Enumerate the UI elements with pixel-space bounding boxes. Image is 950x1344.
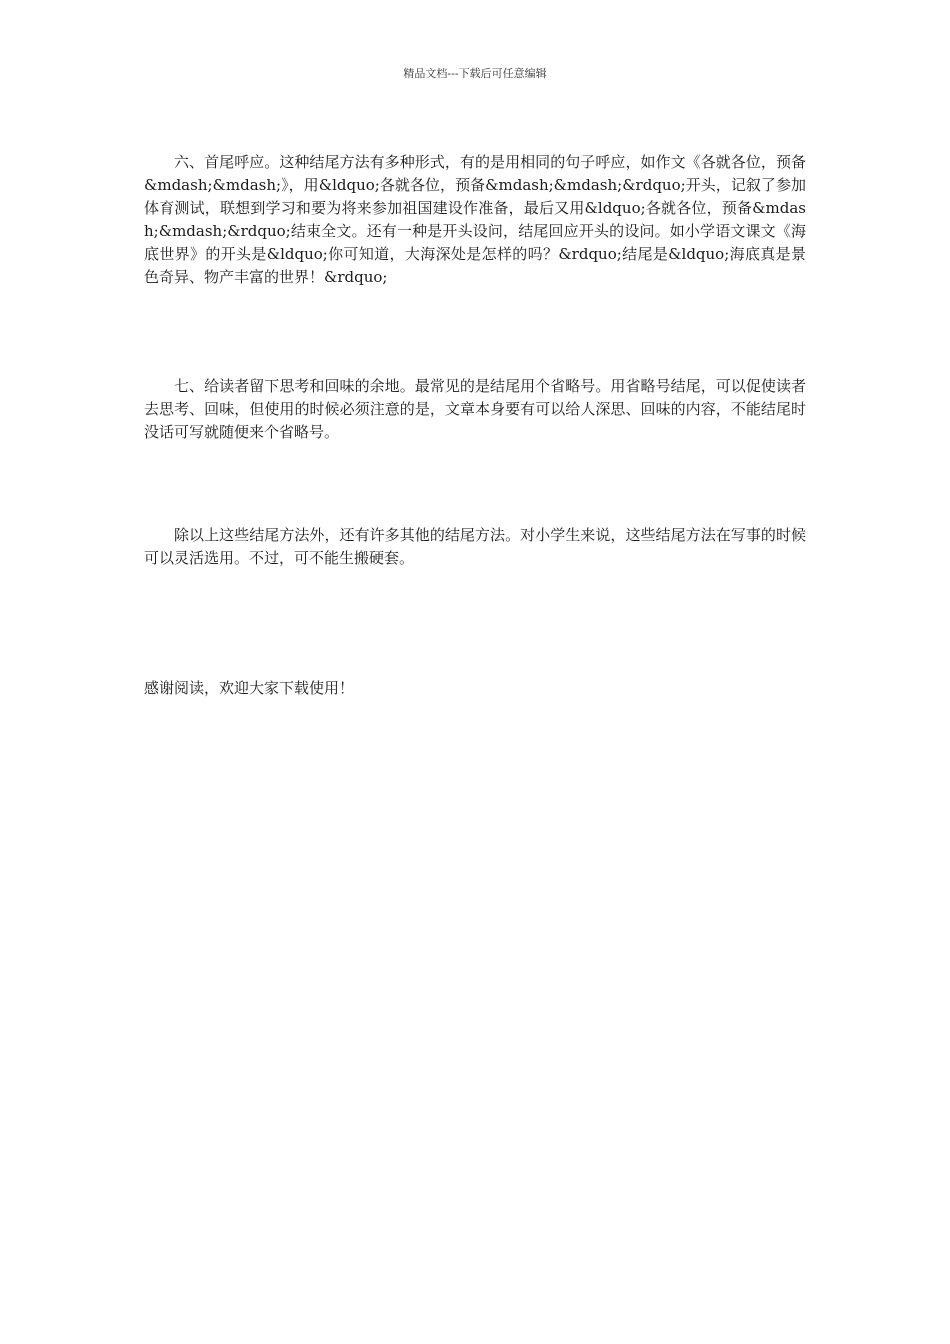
closing-thanks: 感谢阅读，欢迎大家下载使用！ [144, 679, 355, 697]
paragraph-other-methods: 除以上这些结尾方法外，还有许多其他的结尾方法。对小学生来说，这些结尾方法在写事的时候可以灵活选用。不过，可不能生搬硬套。 [144, 526, 806, 567]
page-header: 精品文档---下载后可任意编辑 [403, 67, 547, 80]
paragraph-echo-ending: 六、首尾呼应。这种结尾方法有多种形式，有的是用相同的句子呼应，如作文《各就各位，预备&mdash;&mdash;》，用&ldquo;各就各位，预备&mdash;&mdash;&rdquo;开头，记叙了参加体育测试，联想到学习和要为将来参加祖国建设作准备，最后又用&ldquo;各就各位，预备&mdash;&mdash;&rdquo;结束全文。还有一种是开头设问，结尾回应开头的设问。如小学语文课文《海底世界》的开头是&ldquo;你可知道，大海深处是怎样的吗？&rdquo;结尾是&ldquo;海底真是景色奇异、物产丰富的世界！&rdquo; [144, 153, 806, 286]
paragraph-leave-room-ending: 七、给读者留下思考和回味的余地。最常见的是结尾用个省略号。用省略号结尾，可以促使读者去思考、回味，但使用的时候必须注意的是，文章本身要有可以给人深思、回味的内容，不能结尾时没话可写就随便来个省略号。 [144, 377, 806, 441]
